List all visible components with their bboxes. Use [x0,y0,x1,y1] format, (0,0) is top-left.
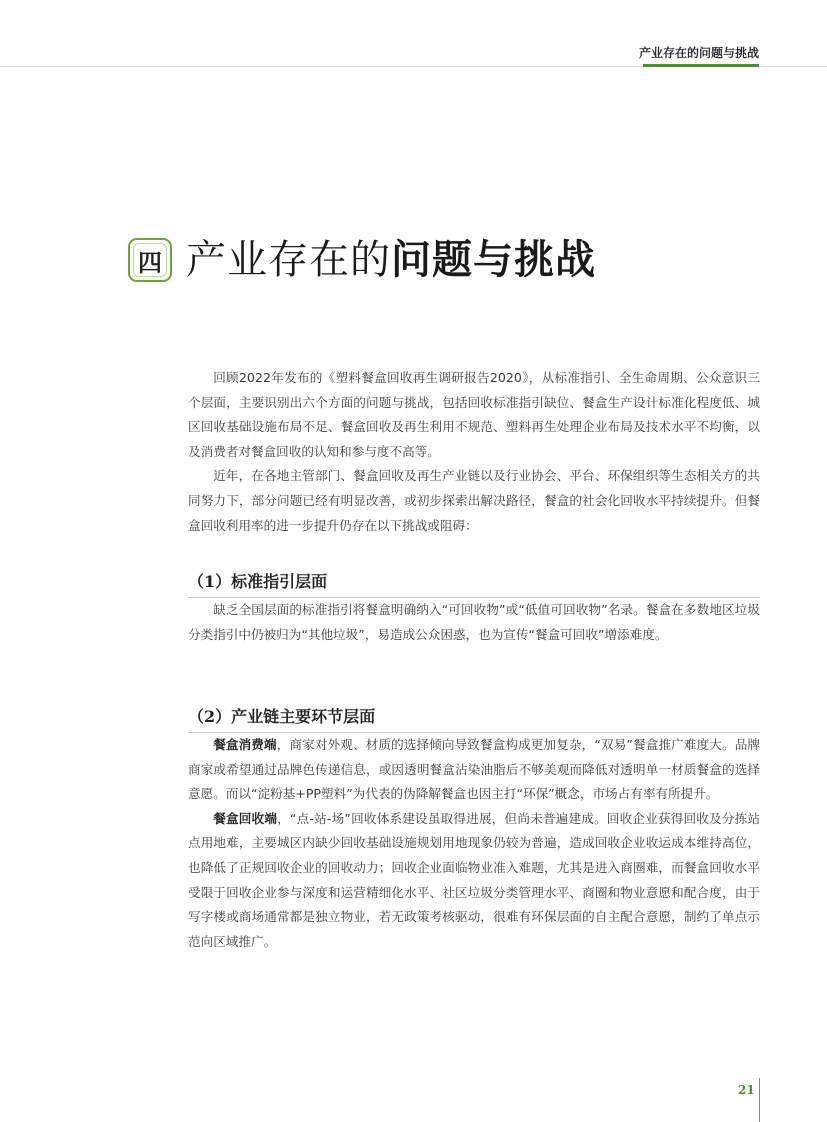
chapter-number: 四 [133,243,167,277]
recycling-end-label: 餐盒回收端 [213,810,278,826]
consumer-end-text: ，商家对外观、材质的选择倾向导致餐盒构成更加复杂，“双易”餐盒推广难度大。品牌商家或希望通过品牌色传递信息，或因透明餐盒沾染油脂后不够美观而降低对透明单一材质餐盒的选择意愿。而以“淀粉基+PP塑料”为代表的伪降解餐盒也因主打“环保”概念，市场占有率有所提升。 [188,737,760,802]
intro-text [188,366,760,538]
page-number-rule [759,1078,760,1122]
section-2-paragraph-2 [188,807,760,955]
recycling-end-text: ，“点-站-场”回收体系建设虽取得进展，但尚未普遍建成。回收企业获得回收及分拣站点用地难，主要城区内缺少回收基础设施规划用地现象仍较为普遍，造成回收企业收运成本维持高位，也降低了正规回收企业的回收动力；回收企业面临物业准入难题，尤其是进入商圈难，而餐盒回收水平受限于回收企业参与深度和运营精细化水平、社区垃圾分类管理水平、商圈和物业意愿和配合度，由于写字楼或商场通常都是独立物业，若无政策考核驱动，很难有环保层面的自主配合意愿，制约了单点示范向区域推广。 [188,810,761,949]
intro-paragraph-1: 回顾2022年发布的《塑料餐盒回收再生调研报告2020》，从标准指引、全生命周期、公众意识三个层面，主要识别出六个方面的问题与挑战，包括回收标准指引缺位、餐盒生产设计标准化程度低、城区回收基础设施布局不足、餐盒回收及再生利用不规范、塑料再生处理企业布局及技术水平不均衡，以及消费者对餐盒回收的认知和参与度不高等。 [188,370,760,459]
chapter-title-light: 产业存在的 [186,237,391,283]
chapter-title [186,232,596,288]
section-1-heading: （1）标准指引层面 [188,569,760,598]
section-1-text [188,598,760,647]
section-2-paragraph-1 [188,733,760,807]
chapter-number-box [128,238,172,282]
chapter-title-bold: 问题与挑战 [391,237,596,283]
page-number: 21 [738,1083,755,1097]
consumer-end-label: 餐盒消费端 [213,737,277,752]
header-accent-bar [643,64,759,67]
intro-paragraph-2: 近年，在各地主管部门、餐盒回收及再生产业链以及行业协会、平台、环保组织等生态相关方的共同努力下，部分问题已经有明显改善，或初步探索出解决路径，餐盒的社会化回收水平持续提升。但餐盒回收利用率的进一步提升仍存在以下挑战或阻碍： [188,468,760,533]
section-1-paragraph: 缺乏全国层面的标准指引将餐盒明确纳入“可回收物”或“低值可回收物”名录。餐盒在多数地区垃圾分类指引中仍被归为“其他垃圾”，易造成公众困惑，也为宣传“餐盒可回收”增添难度。 [188,602,760,642]
section-2-text [188,733,760,954]
section-2-heading: （2）产业链主要环节层面 [188,704,760,733]
running-header: 产业存在的问题与挑战 [638,46,759,60]
